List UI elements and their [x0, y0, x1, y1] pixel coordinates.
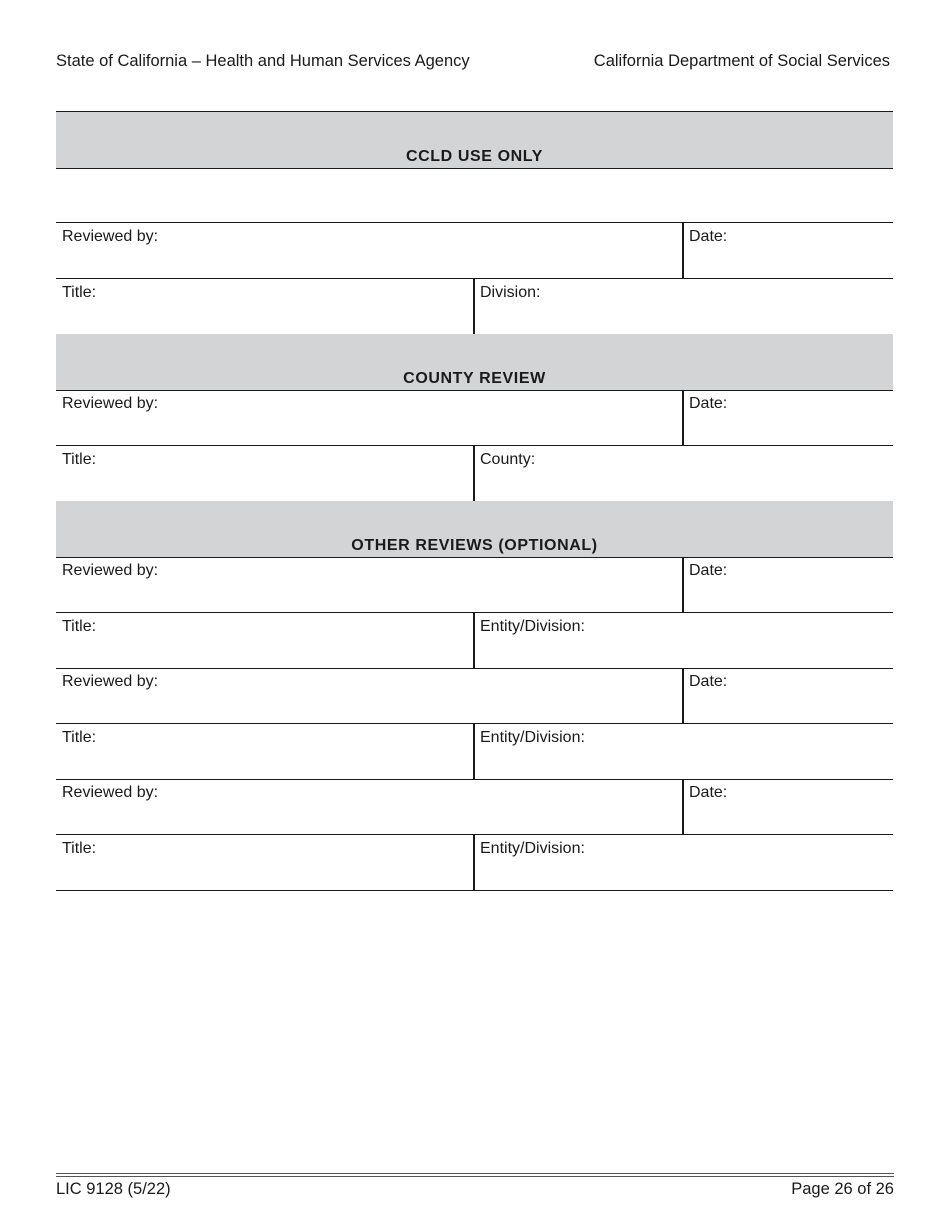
column-divider: [473, 446, 475, 501]
column-divider: [473, 835, 475, 890]
other-title-row: [56, 724, 893, 780]
ccld-title-field[interactable]: Title:: [62, 284, 97, 301]
form-number: LIC 9128 (5/22): [56, 1180, 171, 1198]
other-title-row: [56, 613, 893, 669]
column-divider: [682, 223, 684, 278]
other-entity-field[interactable]: Entity/Division:: [480, 618, 585, 635]
ccld-reviewed-row: [56, 223, 893, 279]
ccld-reviewed-by-field[interactable]: Reviewed by:: [62, 228, 159, 245]
other-title-field[interactable]: Title:: [62, 618, 97, 635]
ccld-title-row: [56, 279, 893, 335]
department-name: California Department of Social Services: [593, 52, 890, 70]
other-date-field[interactable]: Date:: [689, 784, 728, 801]
ccld-date-field[interactable]: Date:: [689, 228, 728, 245]
other-section-header: [56, 501, 893, 558]
column-divider: [473, 613, 475, 668]
column-divider: [682, 668, 684, 723]
other-title-field[interactable]: Title:: [62, 729, 97, 746]
other-date-field[interactable]: Date:: [689, 673, 728, 690]
county-reviewed-row: [56, 390, 893, 446]
county-section-title: COUNTY REVIEW: [403, 370, 546, 387]
column-divider: [473, 279, 475, 334]
other-reviewed-by-field[interactable]: Reviewed by:: [62, 562, 159, 579]
other-reviewed-by-field[interactable]: Reviewed by:: [62, 673, 159, 690]
agency-name: State of California – Health and Human Services Agency: [56, 52, 470, 70]
other-title-field[interactable]: Title:: [62, 840, 97, 857]
other-reviewed-by-field[interactable]: Reviewed by:: [62, 784, 159, 801]
footer-rule: [56, 1173, 894, 1174]
column-divider: [682, 390, 684, 445]
county-county-field[interactable]: County:: [480, 451, 536, 468]
ccld-division-field[interactable]: Division:: [480, 284, 541, 301]
county-title-field[interactable]: Title:: [62, 451, 97, 468]
other-date-field[interactable]: Date:: [689, 562, 728, 579]
ccld-section-title: CCLD USE ONLY: [405, 148, 543, 165]
other-section-title: OTHER REVIEWS (OPTIONAL): [351, 537, 598, 554]
county-section-header: [56, 334, 893, 391]
other-entity-field[interactable]: Entity/Division:: [480, 840, 585, 857]
other-entity-field[interactable]: Entity/Division:: [480, 729, 585, 746]
page-number: Page 26 of 26: [791, 1180, 894, 1198]
county-reviewed-by-field[interactable]: Reviewed by:: [62, 395, 159, 412]
column-divider: [682, 557, 684, 612]
other-reviewed-row: [56, 779, 893, 835]
footer-rule: [56, 1176, 894, 1177]
ccld-section-header: [56, 111, 893, 169]
other-reviewed-row: [56, 557, 893, 613]
other-title-row: [56, 835, 893, 891]
column-divider: [473, 724, 475, 779]
county-date-field[interactable]: Date:: [689, 395, 728, 412]
column-divider: [682, 779, 684, 834]
other-reviewed-row: [56, 668, 893, 724]
county-title-row: [56, 446, 893, 502]
